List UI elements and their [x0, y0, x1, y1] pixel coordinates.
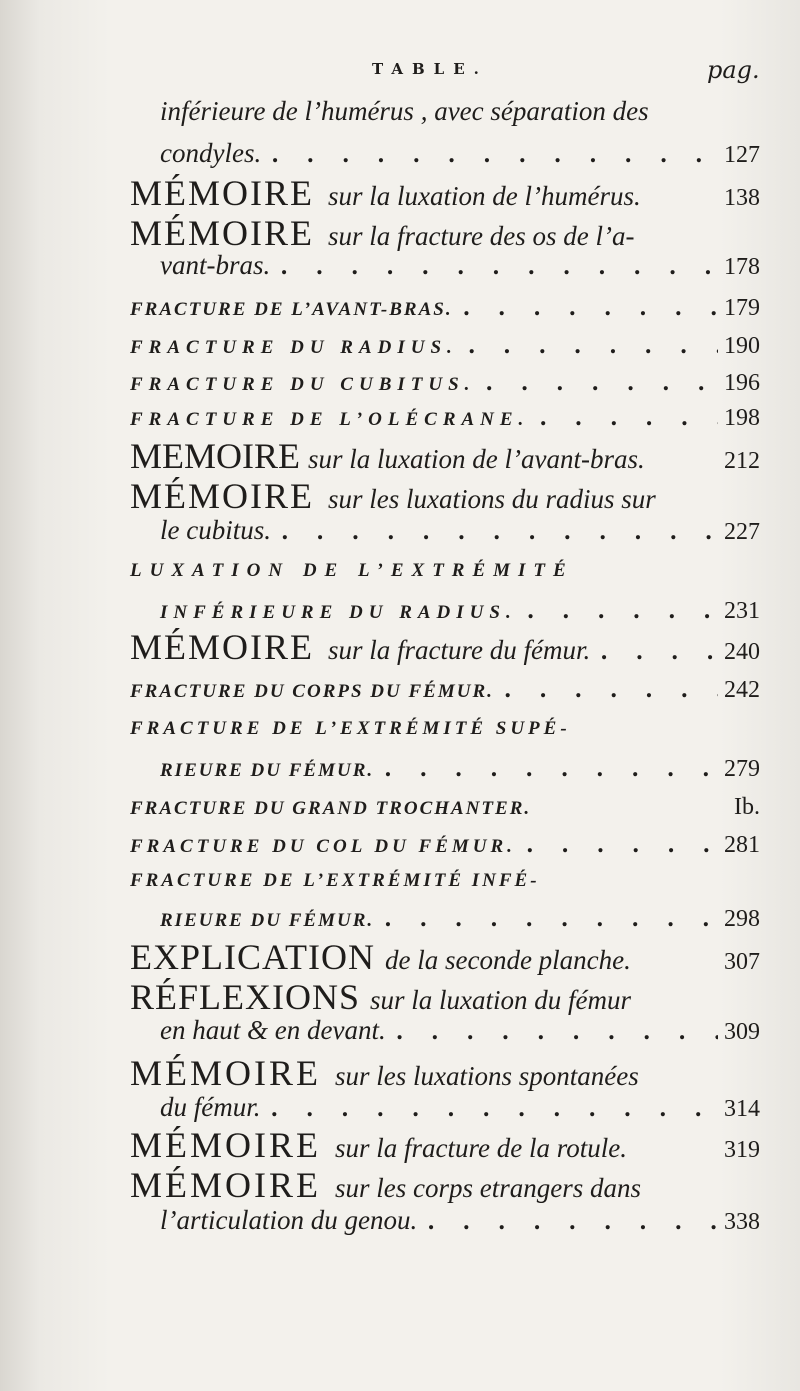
entry-text: FRACTURE DU CUBITUS. [130, 374, 476, 395]
page-number: 190 [724, 333, 760, 359]
toc-line [130, 1164, 710, 1206]
entry-text: condyles. [160, 138, 262, 168]
entry-text: sur la fracture du fémur. [328, 635, 591, 665]
dot-leader [374, 906, 718, 932]
toc-line [160, 1092, 760, 1123]
toc-line [130, 832, 760, 859]
entry-text: l’articulation du genou. [160, 1205, 418, 1235]
toc-line [130, 677, 760, 704]
entry-text: le cubitus. [160, 515, 271, 545]
page-number: 198 [724, 405, 760, 431]
toc-line [130, 626, 760, 668]
entry-text: inférieure de l’humérus , avec séparation des [160, 96, 649, 126]
toc-line [130, 560, 710, 582]
entry-label: MÉMOIRE [130, 1053, 321, 1093]
dot-leader [270, 254, 718, 280]
page-number: 179 [724, 295, 760, 321]
entry-text: du fémur. [160, 1092, 261, 1122]
page-number: 281 [724, 832, 760, 858]
entry-text: sur la luxation du fémur [370, 985, 632, 1015]
entry-text: FRACTURE DU CORPS DU FÉMUR. [130, 681, 494, 702]
toc-line [130, 718, 710, 740]
running-head-title: TABLE. [372, 60, 488, 78]
entry-text: INFÉRIEURE DU RADIUS. [160, 602, 517, 623]
toc-line [130, 172, 760, 214]
toc-line [160, 138, 760, 169]
toc-line [130, 405, 760, 432]
page-number: 240 [724, 639, 760, 665]
page-number: 309 [724, 1019, 760, 1045]
entry-label: MÉMOIRE [130, 213, 314, 253]
entry-label: MÉMOIRE [130, 1125, 321, 1165]
page-number: 338 [724, 1209, 760, 1235]
entry-text: sur la fracture de la rotule. [335, 1133, 627, 1163]
page-number: 307 [724, 949, 760, 975]
dot-leader [261, 142, 718, 168]
entry-text: RIEURE DU FÉMUR. [160, 760, 375, 781]
entry-text: sur la luxation de l’humérus. [328, 181, 641, 211]
page-number: 138 [724, 185, 760, 211]
entry-text: sur la fracture des os de l’a- [328, 221, 635, 251]
dot-leader [494, 677, 718, 703]
dot-leader [261, 1096, 719, 1122]
entry-text: LUXATION DE L’EXTRÉMITÉ [130, 560, 574, 581]
toc-line [160, 598, 760, 625]
page-number: 212 [724, 448, 760, 474]
page-number: Ib. [734, 794, 760, 820]
toc-line [160, 756, 760, 783]
dot-leader [516, 832, 718, 858]
page-number: 196 [724, 370, 760, 396]
toc-line [160, 250, 760, 281]
toc-line [160, 1015, 760, 1046]
entry-label: MÉMOIRE [130, 173, 314, 213]
page-number: 319 [724, 1137, 760, 1163]
toc-line [130, 370, 760, 397]
page-number: 314 [724, 1096, 760, 1122]
toc-line [130, 333, 760, 360]
entry-text: FRACTURE DU GRAND TROCHANTER. [130, 798, 532, 819]
entry-text: de la seconde planche. [384, 945, 631, 975]
toc-line [160, 515, 760, 546]
dot-leader [475, 370, 718, 396]
dot-leader [417, 1209, 718, 1235]
toc-line [130, 936, 760, 978]
entry-label: MÉMOIRE [130, 1165, 321, 1205]
page-number: 127 [724, 142, 760, 168]
entry-text: en haut & en devant. [160, 1015, 386, 1045]
entry-text: sur la luxation de l’avant-bras. [308, 444, 645, 474]
entry-label: RÉFLEXIONS [130, 977, 361, 1017]
dot-leader [517, 598, 718, 624]
entry-label: MÉMOIRE [130, 627, 314, 667]
toc-line [160, 906, 760, 933]
page-number: 231 [724, 598, 760, 624]
toc-line [130, 870, 710, 892]
toc-line [160, 96, 700, 127]
toc-line [160, 1205, 760, 1236]
entry-text: FRACTURE DE L’EXTRÉMITÉ INFÉ- [130, 870, 540, 891]
entry-text: FRACTURE DE L’AVANT-BRAS. [130, 299, 453, 320]
entry-text: vant-bras. [160, 250, 271, 280]
page-number: 279 [724, 756, 760, 782]
dot-leader [386, 1019, 718, 1045]
entry-text: FRACTURE DE L’EXTRÉMITÉ SUPÉ- [130, 718, 571, 739]
entry-text: FRACTURE DE L’OLÉCRANE. [130, 409, 530, 430]
toc-line [130, 212, 700, 254]
toc-line [130, 295, 760, 322]
toc-line [130, 435, 760, 477]
dot-leader [458, 333, 718, 359]
entry-label: EXPLICATION [130, 937, 375, 977]
page-number: 178 [724, 254, 760, 280]
entry-text: sur les luxations du radius sur [328, 484, 656, 514]
toc-line [130, 475, 700, 517]
entry-text: sur les corps etrangers dans [335, 1173, 642, 1203]
entry-text: RIEURE DU FÉMUR. [160, 910, 375, 931]
dot-leader [590, 639, 718, 665]
entry-text: sur les luxations spontanées [335, 1061, 639, 1091]
toc-line [130, 1052, 710, 1094]
toc-line [130, 1124, 760, 1166]
entry-label: MÉMOIRE [130, 476, 314, 516]
toc-line [130, 794, 760, 821]
page-number: 242 [724, 677, 760, 703]
dot-leader [271, 519, 718, 545]
page-number: 227 [724, 519, 760, 545]
page-column-label: pag. [707, 56, 760, 84]
dot-leader [529, 405, 718, 431]
entry-text: FRACTURE DU COL DU FÉMUR. [130, 836, 516, 857]
entry-label: MEMOIRE [130, 436, 300, 476]
dot-leader [453, 295, 718, 321]
dot-leader [374, 756, 718, 782]
page-number: 298 [724, 906, 760, 932]
entry-text: FRACTURE DU RADIUS. [130, 337, 458, 358]
toc-line [130, 976, 710, 1018]
